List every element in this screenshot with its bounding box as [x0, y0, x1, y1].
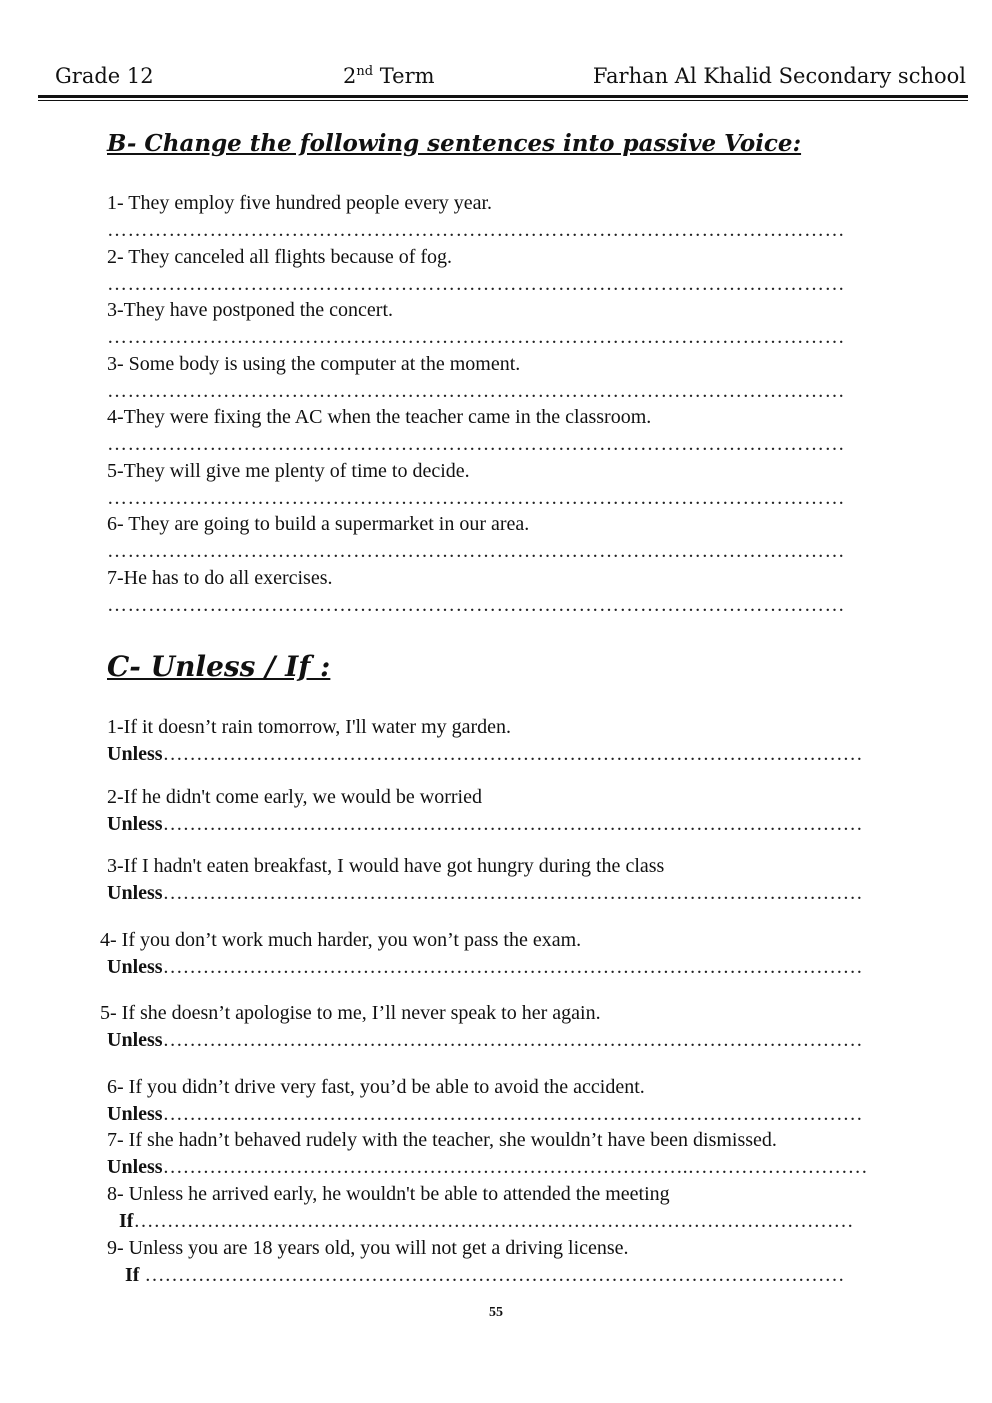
term-word: Term	[379, 64, 435, 88]
passive-question-6: 5-They will give me plenty of time to decide.	[107, 459, 470, 482]
passive-question-4: 3- Some body is using the computer at the moment.	[107, 352, 521, 375]
passive-question-8: 7-He has to do all exercises.	[107, 566, 333, 589]
rewrite-line-2[interactable]	[107, 813, 925, 836]
answer-line-5[interactable]: ………………………………………………………………………………………………	[107, 433, 845, 455]
header-rule-thin	[38, 100, 968, 101]
rewrite-prefix: Unless	[107, 813, 163, 835]
rewrite-prefix: Unless	[107, 743, 163, 765]
rewrite-prefix: Unless	[107, 882, 163, 904]
rewrite-line-7[interactable]	[107, 1156, 925, 1179]
header-school: Farhan Al Khalid Secondary school	[592, 64, 966, 88]
unless-if-question-8: 8- Unless he arrived early, he wouldn't be able to attended the meeting	[107, 1183, 670, 1205]
passive-question-2: 2- They canceled all flights because of fog.	[107, 245, 453, 268]
unless-if-question-7: 7- If she hadn’t behaved rudely with the teacher, she wouldn’t have been dismissed.	[107, 1129, 777, 1151]
unless-if-question-6: 6- If you didn’t drive very fast, you’d be able to avoid the accident.	[107, 1076, 645, 1098]
rewrite-dots: ……………………………………………………………………………………………	[139, 1264, 845, 1286]
header-rule-thick	[38, 95, 968, 98]
unless-if-question-2: 2-If he didn't come early, we would be worried	[107, 786, 482, 808]
section-c-title: C- Unless / If :	[107, 650, 331, 683]
term-number: 2	[343, 64, 357, 88]
header-grade: Grade 12	[55, 64, 154, 88]
answer-line-2[interactable]: ………………………………………………………………………………………………	[107, 272, 845, 295]
rewrite-dots: ……………………………………………………………………………………………	[162, 956, 863, 978]
page-number: 55	[489, 1305, 503, 1320]
unless-if-question-1: 1-If it doesn’t rain tomorrow, I'll water my garden.	[107, 716, 512, 738]
passive-question-1: 1- They employ five hundred people every year.	[107, 192, 493, 214]
rewrite-prefix: Unless	[107, 1103, 163, 1125]
rewrite-line-3[interactable]	[107, 882, 925, 905]
rewrite-dots: …………………………………………………………………….………………………	[162, 1156, 868, 1178]
rewrite-line-9[interactable]	[125, 1264, 925, 1287]
rewrite-line-5[interactable]	[107, 1029, 925, 1052]
passive-question-7: 6- They are going to build a supermarket in our area.	[107, 513, 530, 535]
rewrite-dots: ……………………………………………………………………………………………	[162, 813, 863, 835]
rewrite-dots: ……………………………………………………………………………………………	[162, 882, 863, 904]
section-b-title: B- Change the following sentences into passive Voice:	[107, 130, 802, 157]
rewrite-dots: ………………………………………………………………………………………………	[133, 1210, 854, 1232]
answer-line-7[interactable]: ………………………………………………………………………………………………	[107, 540, 845, 562]
unless-if-question-4: 4- If you don’t work much harder, you won’t pass the exam.	[100, 929, 582, 951]
unless-if-question-9: 9- Unless you are 18 years old, you will not get a driving license.	[107, 1237, 629, 1259]
rewrite-prefix: Unless	[107, 1029, 163, 1051]
unless-if-question-3: 3-If I hadn't eaten breakfast, I would have got hungry during the class	[107, 855, 665, 877]
rewrite-dots: ……………………………………………………………………………………………	[162, 743, 863, 765]
rewrite-prefix: Unless	[107, 956, 163, 978]
answer-line-1[interactable]: ………………………………………………………………………………………………	[107, 219, 845, 241]
rewrite-line-8[interactable]	[119, 1210, 925, 1233]
header-term	[343, 64, 435, 88]
rewrite-line-6[interactable]	[107, 1103, 925, 1126]
rewrite-prefix: Unless	[107, 1156, 163, 1178]
passive-question-3: 3-They have postponed the concert.	[107, 299, 394, 321]
answer-line-3[interactable]: ………………………………………………………………………………………………	[107, 326, 845, 348]
unless-if-question-5: 5- If she doesn’t apologise to me, I’ll never speak to her again.	[100, 1002, 601, 1024]
rewrite-dots: ……………………………………………………………………………………………	[162, 1029, 863, 1051]
answer-line-4[interactable]: ………………………………………………………………………………………………	[107, 379, 845, 402]
rewrite-line-1[interactable]	[107, 743, 925, 766]
rewrite-prefix: If	[125, 1264, 140, 1286]
rewrite-line-4[interactable]	[107, 956, 925, 979]
rewrite-dots: ……………………………………………………………………………………………	[162, 1103, 863, 1125]
term-suffix: nd	[356, 64, 374, 79]
passive-question-5: 4-They were fixing the AC when the teacher came in the classroom.	[107, 406, 652, 428]
answer-line-8[interactable]: ………………………………………………………………………………………………	[107, 593, 845, 616]
rewrite-prefix: If	[119, 1210, 134, 1232]
answer-line-6[interactable]: ………………………………………………………………………………………………	[107, 486, 845, 509]
